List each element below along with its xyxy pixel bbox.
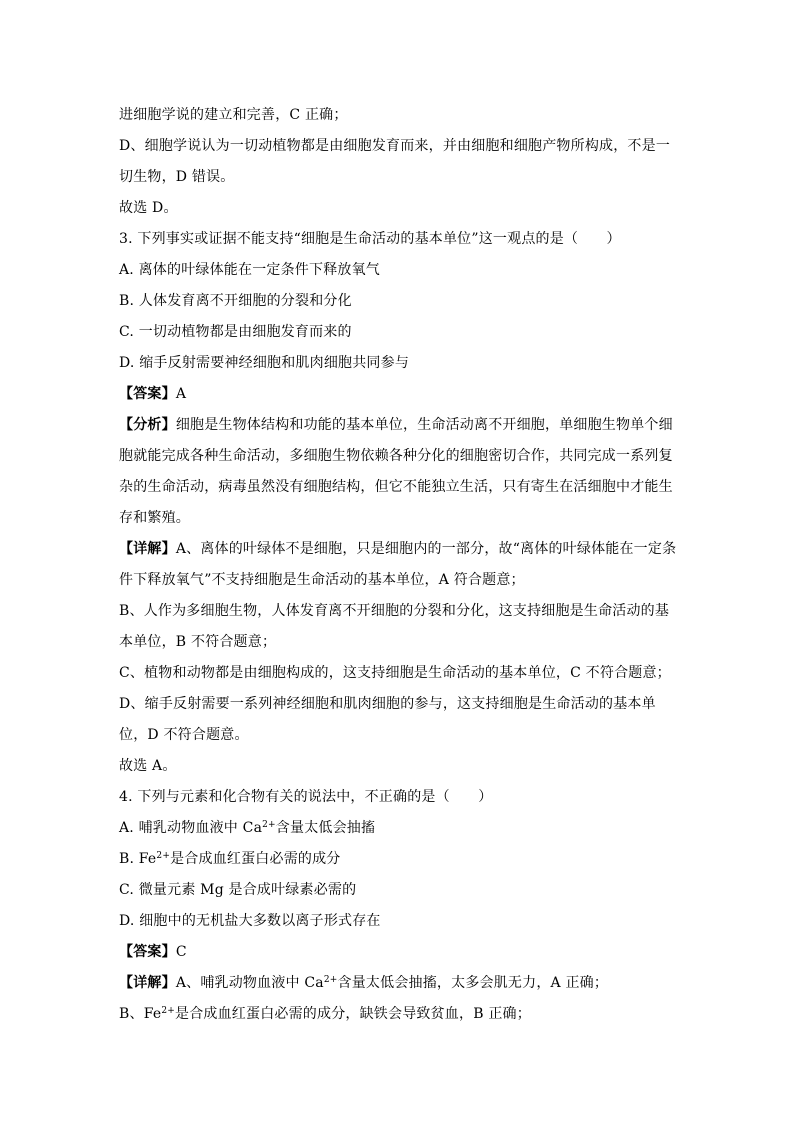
question-4-detail xyxy=(119,968,679,999)
text-line: 故选 D。 xyxy=(119,200,178,216)
option-text: 是合成血红蛋白必需的成分 xyxy=(170,851,341,867)
question-3-option-b: B. 人体发育离不开细胞的分裂和分化 xyxy=(119,293,352,309)
option-text: 含量太低会抽搐 xyxy=(275,820,376,836)
detail-text: 是合成血红蛋白必需的成分，缺铁会导致贫血，B 正确； xyxy=(175,1006,531,1022)
question-4-option-c: C. 微量元素 Mg 是合成叶绿素必需的 xyxy=(119,882,357,898)
text-line: C、植物和动物都是由细胞构成的，这支持细胞是生命活动的基本单位，C 不符合题意； xyxy=(119,665,671,681)
question-4-stem: 4. 下列与元素和化合物有关的说法中，不正确的是（ ） xyxy=(119,789,493,805)
superscript: 2+ xyxy=(323,975,338,985)
text-line: D、缩手反射需要一系列神经细胞和肌肉细胞的参与，这支持细胞是生命活动的基本单 xyxy=(119,696,656,712)
text-line: 切生物，D 错误。 xyxy=(119,169,235,185)
question-3-answer xyxy=(119,379,679,410)
question-3-detail xyxy=(119,534,679,565)
detail-label: 【详解】 xyxy=(119,975,176,991)
question-4-option-b xyxy=(119,844,679,875)
text-line: D、细胞学说认为一切动植物都是由细胞发育而来，并由细胞和细胞产物所构成，不是一 xyxy=(119,138,671,154)
text-line: 胞就能完成各种生命活动，多细胞生物依赖各种分化的细胞密切合作，共同完成一系列复 xyxy=(119,448,673,464)
detail-text: B、Fe xyxy=(119,1006,162,1022)
detail-text: A、哺乳动物血液中 Ca xyxy=(175,975,324,991)
detail-label: 【详解】 xyxy=(119,541,176,557)
text-line: 存和繁殖。 xyxy=(119,510,190,526)
question-3-option-a: A. 离体的叶绿体能在一定条件下释放氧气 xyxy=(119,262,381,278)
text-line: B、人作为多细胞生物，人体发育离不开细胞的分裂和分化，这支持细胞是生命活动的基 xyxy=(119,603,670,619)
document-page xyxy=(119,100,679,1030)
text-line: 本单位，B 不符合题意； xyxy=(119,634,277,650)
question-4-option-d: D. 细胞中的无机盐大多数以离子形式存在 xyxy=(119,913,381,929)
text-line: 件下释放氧气”不支持细胞是生命活动的基本单位，A 符合题意； xyxy=(119,572,525,588)
text-line: 故选 A。 xyxy=(119,758,177,774)
option-text: A. 哺乳动物血液中 Ca xyxy=(119,820,263,836)
superscript: 2+ xyxy=(262,820,276,830)
answer-value: A xyxy=(175,386,187,402)
text-line: 杂的生命活动，病毒虽然没有细胞结构，但它不能独立生活，只有寄生在活细胞中才能生 xyxy=(119,479,673,495)
question-3-analysis xyxy=(119,410,679,441)
detail-text: 含量太低会抽搐，太多会肌无力，A 正确； xyxy=(337,975,609,991)
option-text: B. Fe xyxy=(119,851,157,867)
text-line xyxy=(119,999,679,1030)
question-4-answer xyxy=(119,937,679,968)
question-3-stem: 3. 下列事实或证据不能支持“细胞是生命活动的基本单位”这一观点的是（ ） xyxy=(119,231,621,247)
text-line: 位，D 不符合题意。 xyxy=(119,727,249,743)
detail-text: A、离体的叶绿体不是细胞，只是细胞内的一部分，故“离体的叶绿体能在一定条 xyxy=(175,541,677,557)
analysis-label: 【分析】 xyxy=(119,417,176,433)
answer-label: 【答案】 xyxy=(119,386,176,402)
answer-label: 【答案】 xyxy=(119,944,176,960)
analysis-text: 细胞是生物体结构和功能的基本单位，生命活动离不开细胞，单细胞生物单个细 xyxy=(175,417,673,433)
question-3-option-c: C. 一切动植物都是由细胞发育而来的 xyxy=(119,324,352,340)
superscript: 2+ xyxy=(161,1006,175,1016)
question-4-option-a xyxy=(119,813,679,844)
answer-value: C xyxy=(175,944,187,960)
superscript: 2+ xyxy=(156,851,171,861)
question-3-option-d: D. 缩手反射需要神经细胞和肌肉细胞共同参与 xyxy=(119,355,410,371)
text-line: 进细胞学说的建立和完善，C 正确； xyxy=(119,107,348,123)
